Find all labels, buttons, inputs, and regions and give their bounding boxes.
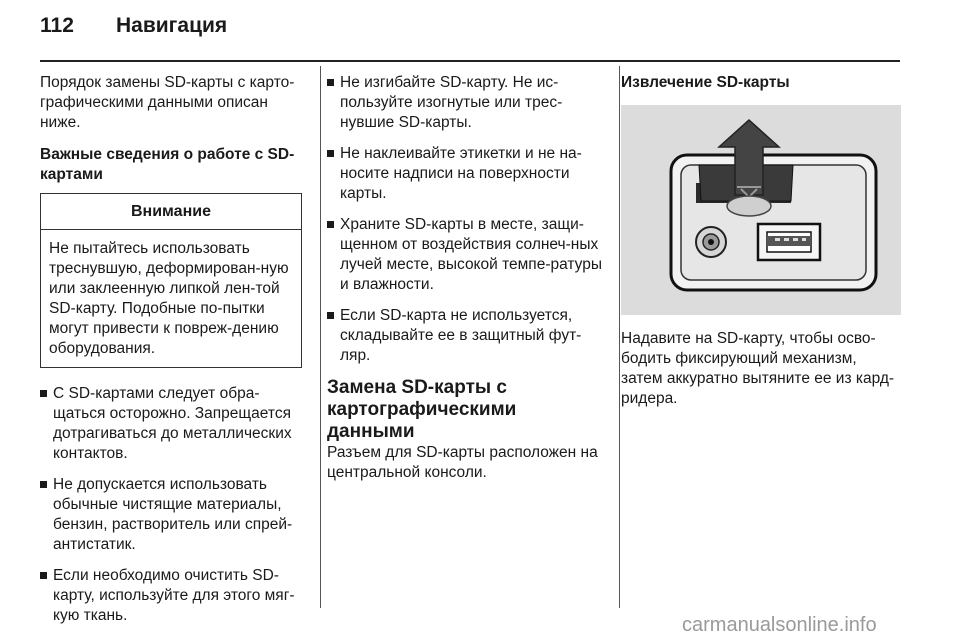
list-item: С SD-картами следует обра-щаться осторожно. Запрещается дотрагиваться до металлических контактов. bbox=[40, 384, 302, 464]
figure-text: Надавите на SD-карту, чтобы осво-бодить фиксирующий механизм, затем аккуратно вытяните ее из кард-ридера. bbox=[621, 330, 895, 407]
warning-title: Внимание bbox=[41, 194, 301, 230]
column-3 bbox=[621, 73, 901, 409]
list-item: Если необходимо очистить SD-карту, используйте для этого мяг-кую ткань. bbox=[40, 566, 302, 626]
page-header bbox=[40, 14, 227, 38]
list-item: Храните SD-карты в месте, защи-щенном от воздействия солнеч-ных лучей месте, высокой темпе-ратуры и влажности. bbox=[327, 215, 603, 295]
list-item: Не изгибайте SD-карту. Не ис-пользуйте изогнутые или трес-нувшие SD-карты. bbox=[327, 73, 603, 133]
page-number: 112 bbox=[40, 14, 74, 37]
watermark: carmanualsonline.info bbox=[682, 614, 877, 636]
list-item: Если SD-карта не используется, складывайте ее в защитный фут-ляр. bbox=[327, 306, 603, 366]
column-1 bbox=[40, 73, 302, 637]
section-text: Разъем для SD-карты расположен на центральной консоли. bbox=[327, 444, 598, 481]
warning-box bbox=[40, 193, 302, 368]
list-item: Не допускается использовать обычные чистящие материалы, бензин, растворитель или спрей-антистатик. bbox=[40, 475, 302, 555]
header-rule bbox=[40, 60, 900, 62]
list-item: Не наклеивайте этикетки и не на-носите надписи на поверхности карты. bbox=[327, 144, 603, 204]
warning-text: Не пытайтесь использовать треснувшую, деформирован-ную или заклеенную липкой лен-той SD-карту. Подобные по-пытки могут привести к повреж-дению оборудования. bbox=[49, 240, 289, 357]
section-title: Навигация bbox=[116, 14, 228, 37]
column-divider bbox=[619, 66, 620, 608]
section-heading: Замена SD-карты с картографическими данными bbox=[327, 377, 517, 442]
intro-paragraph: Порядок замены SD-карты с карто-графическими данными описан ниже. bbox=[40, 74, 295, 131]
figure-heading: Извлечение SD-карты bbox=[621, 74, 790, 91]
subheading: Важные сведения о работе с SD-картами bbox=[40, 146, 295, 183]
column-2 bbox=[327, 73, 603, 483]
column-divider bbox=[320, 66, 321, 608]
sd-card-illustration bbox=[621, 105, 901, 315]
